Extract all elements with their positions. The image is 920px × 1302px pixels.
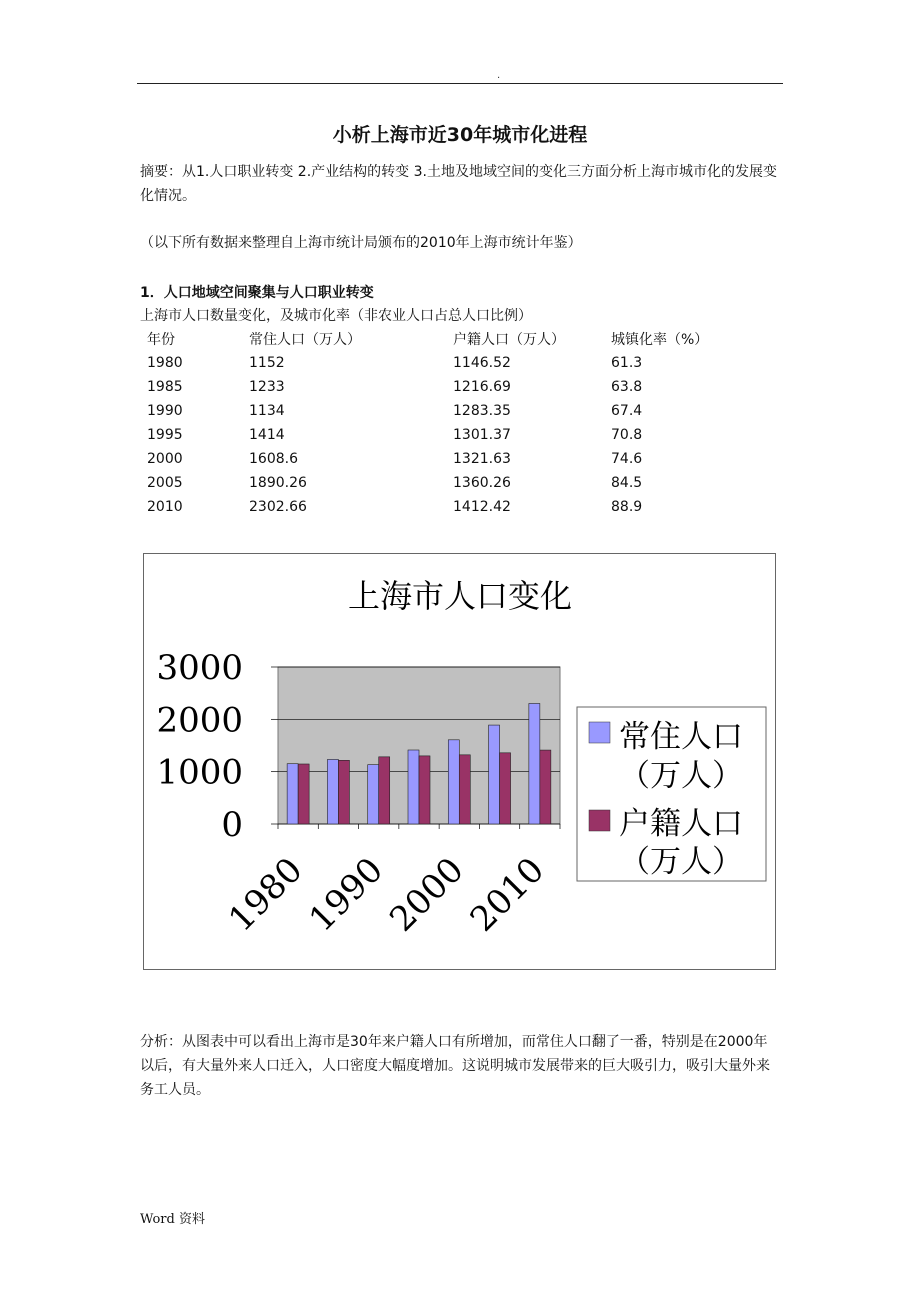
y-tick-label: 0 [221,805,243,845]
bar-resident-2005 [489,725,500,824]
bar-resident-2000 [448,740,459,824]
legend-label-registered: 户籍人口 [619,806,743,842]
analysis-text: 分析：从图表中可以看出上海市是30年来户籍人口有所增加，而常住人口翻了一番，特别是在2000年以后，有大量外来人口迁入，人口密度大幅度增加。这说明城市发展带来的巨大吸引力，吸引大量外来务工人员。 [140,1034,770,1098]
bar-registered-1980 [298,764,309,824]
table-cell: 63.8 [611,379,643,395]
abstract: 摘要：从1.人口职业转变 2.产业结构的转变 3.土地及地域空间的变化三方面分析上海市城市化的发展变化情况。 [140,164,777,204]
table-cell: 1360.26 [453,475,511,491]
table-cell: 1608.6 [249,451,298,467]
table-cell: 1283.35 [453,403,511,419]
table-row [140,399,731,423]
table-row [140,447,731,471]
bar-registered-2010 [540,750,551,824]
table-cell: 1995 [147,427,183,443]
table-row [140,351,731,375]
table-header-resident: 常住人口（万人） [249,332,361,348]
y-tick-label: 3000 [156,648,243,688]
x-tick-label-1990: 1990 [301,850,392,940]
table-header-registered: 户籍人口（万人） [453,332,565,348]
table-cell: 61.3 [611,355,643,371]
chart-svg [144,554,775,969]
table-cell: 67.4 [611,403,643,419]
table-cell: 1152 [249,355,285,371]
source-note: （以下所有数据来整理自上海市统计局颁布的2010年上海市统计年鉴） [140,235,582,251]
legend-unit-registered: （万人） [619,844,743,880]
table-cell: 1985 [147,379,183,395]
table-row [140,495,731,519]
table-cell: 74.6 [611,451,643,467]
table-header-row [140,327,731,351]
header-rule [137,83,783,84]
bar-registered-1995 [419,756,430,824]
table-row [140,471,731,495]
table-cell: 1134 [249,403,285,419]
legend-label-resident: 常住人口 [619,719,743,755]
table-cell: 2000 [147,451,183,467]
table-cell: 1301.37 [453,427,511,443]
section-heading: 1．人口地域空间聚集与人口职业转变 [140,285,374,301]
bar-resident-2010 [529,703,540,824]
table-caption: 上海市人口数量变化，及城市化率（非农业人口占总人口比例） [140,308,532,324]
bar-registered-1990 [379,757,390,824]
bar-resident-1990 [368,765,379,824]
footer-text: Word 资料 [140,1212,205,1227]
bar-registered-2000 [459,755,470,824]
bar-resident-1995 [408,750,419,824]
table-row [140,375,731,399]
y-tick-label: 1000 [156,752,243,793]
table-cell: 1980 [147,355,183,371]
table-header-year: 年份 [147,332,175,348]
bar-registered-1985 [338,760,349,824]
table-cell: 1890.26 [249,475,307,491]
bar-resident-1980 [287,764,298,824]
y-tick-label: 2000 [156,700,243,741]
document-title: 小析上海市近30年城市化进程 [332,124,588,146]
header-mark: . [497,70,501,81]
population-chart [143,553,776,970]
table-cell: 2010 [147,499,183,515]
x-tick-label-2000: 2000 [382,850,472,940]
table-cell: 2005 [147,475,183,491]
table-cell: 2302.66 [249,499,307,515]
table-cell: 1146.52 [453,355,511,371]
table-cell: 1216.69 [453,379,511,395]
x-tick-label-2010: 2010 [462,850,553,940]
table-cell: 70.8 [611,427,643,443]
table-cell: 1233 [249,379,285,395]
legend-swatch-registered [589,810,610,831]
table-row [140,423,731,447]
chart-title: 上海市人口变化 [347,577,573,615]
legend-unit-resident: （万人） [619,758,743,794]
table-header-urban-rate: 城镇化率（%） [611,332,709,348]
population-table [140,327,731,519]
x-tick-label-1980: 1980 [221,850,311,940]
table-cell: 1321.63 [453,451,511,467]
bar-resident-1985 [327,759,338,824]
bar-registered-2005 [500,753,511,824]
table-cell: 88.9 [611,499,643,515]
legend-swatch-resident [589,722,610,743]
table-cell: 1414 [249,427,285,443]
table-cell: 84.5 [611,475,643,491]
chart-legend [577,707,766,881]
table-cell: 1990 [147,403,183,419]
table-cell: 1412.42 [453,499,511,515]
